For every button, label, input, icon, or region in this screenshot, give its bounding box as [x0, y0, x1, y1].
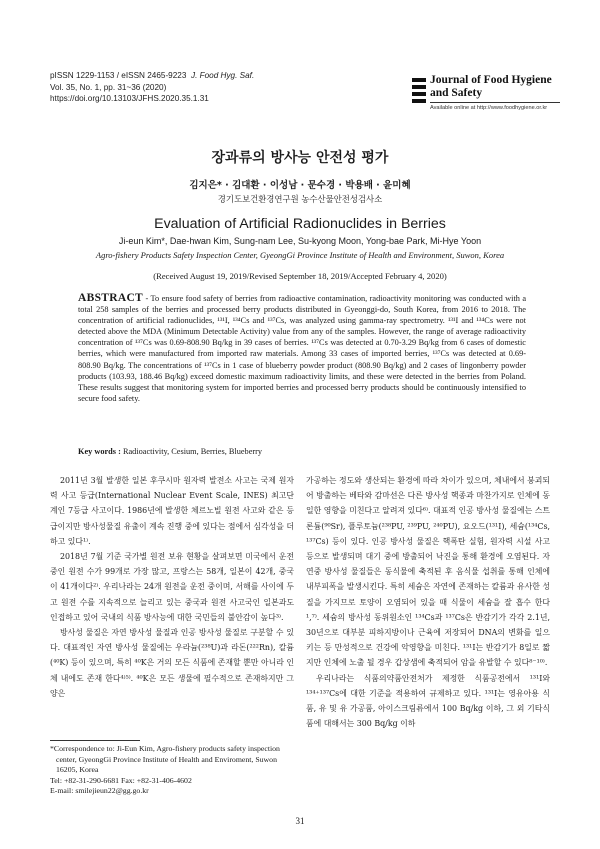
- journal-abbrev: J. Food Hyg. Saf.: [190, 71, 255, 80]
- paragraph: 가공하는 정도와 생산되는 환경에 따라 차이가 있으며, 체내에서 붕괴되어 방출하는 베타와 감마선은 다른 방사성 핵종과 마찬가지로 인체에 동일한 영향을 미친다고 알려져 있다⁶⁾. 대표적 인공 방사성 물질에는 스트론튬(⁹⁰Sr), 플루토늄(²³⁸PU, ²³⁹PU, ²⁴⁰PU), 요오드(¹³¹I), 세슘(¹³⁴Cs, ¹³⁷Cs) 등이 있다. 인공 방사성 물질은 핵폭탄 실험, 원자력 시설 사고 등으로 발생되며 대기 중에 방출되어 낙진을 통해 환경에 오염된다. 자연중 방사성 물질들은 동식물에 축적된 후 음식물 섭취를 통해 인체에 내부피폭을 발생시킨다. 특히 세슘은 자연에 존재하는 칼륨과 유사한 성질을 가지므로 토양이 오염되어 있을 때 식물이 세슘을 잘 흡수 한다¹,⁷⁾. 세슘의 방사성 동위원소인 ¹³⁴Cs과 ¹³⁷Cs은 반감기가 각각 2.1년, 30년으로 대부분 피하지방이나 근육에 저장되어 DNA의 변화를 일으키는 등 만성적으로 건강에 악영향을 미친다. ¹³¹I는 반감기가 8일로 짧지만 인체에 노출 될 경우 갑상샘에 축적되어 암을 유발할 수 있다⁸⁻¹⁰⁾.: [306, 476, 550, 668]
- title-korean: 장과류의 방사능 안전성 평가: [211, 150, 389, 166]
- abstract-text: - To ensure food safety of berries from radioactive contamination, radioactivity monitoring was conducted with a total 258 samples of the berries and processed berry products distributed in Gyeonggi-do, South Korea, from 2016 to 2018. The concentration of artificial radionuclides, ¹³¹I, ¹³⁴Cs and ¹³⁷Cs, was analyzed using gamma-ray spectrometry. ¹³¹I and ¹³⁴Cs were not detected above the MDA (Minimum Detectable Activity) value from any of the samples. However, the range of average radioactivity concentration of ¹³⁷Cs was 0.69-808.90 Bq/kg in 39 cases of berries. ¹³⁷Cs was detected at 0.70-3.29 Bq/kg from 6 cases of domestic berries, which were manufactured from imported raw materials. Among 33 cases of imported berries, ¹³⁷Cs was detected at 0.69-808.90 Bq/kg. The concentrations of ¹³⁷Cs in 1 case of blueberry powder product (808.90 Bq/kg) and 2 cases of lingonberry powder products (103.93, 188.46 Bq/kg) exceed domestic maximum radioactivity limits, and these were detected in the berries from Poland. These results suggest that monitoring system for imported berries and processed berry products should be continuously intensified to secure food safety.: [78, 294, 527, 403]
- journal-name-line2: and Safety: [430, 87, 483, 99]
- article-meta: [50, 70, 254, 105]
- issn: pISSN 1229-1153 / eISSN 2465-9223: [50, 71, 187, 80]
- abstract-heading: ABSTRACT: [78, 292, 144, 304]
- footnote: [50, 744, 296, 797]
- tel-fax: Tel: +82-31-290-6681 Fax: +82-31-406-4602: [50, 775, 192, 785]
- abstract: [78, 293, 526, 404]
- keywords: [78, 447, 526, 456]
- paragraph: 2011년 3월 발생한 일본 후쿠시마 원자력 발전소 사고는 국제 원자력 사고 등급(International Nuclear Event Scale, INES) 최고단계인 7등급 사고이다. 1986년에 발생한 체르노빌 원전 사고와 같은 등급이지만 방사성물질 유출이 계속 진행 중에 있다는 점에서 심각성을 더하고 있다¹⁾.: [50, 476, 294, 546]
- keywords-text: Radioactivity, Cesium, Berries, Blueberry: [122, 447, 263, 456]
- volume-info: Vol. 35, No. 1, pp. 31~36 (2020): [50, 82, 167, 92]
- authors-english: Ji-eun Kim*, Dae-hwan Kim, Sung-nam Lee, Su-kyong Moon, Yong-bae Park, Mi-Hye Yoon: [118, 236, 482, 246]
- body-column-right: [306, 473, 550, 731]
- title-english: Evaluation of Artificial Radionuclides in Berries: [154, 216, 446, 232]
- journal-url[interactable]: Available online at http://www.foodhygiene.or.kr: [430, 105, 548, 111]
- correspondence: *Correspondence to: Ji-Eun Kim, Agro-fishery products safety inspection center, GyeongGi Province Institute of Health and Enviroment, Suwon 16205, Korea: [50, 744, 280, 775]
- page-number: 31: [295, 816, 305, 826]
- footnote-divider: [50, 740, 140, 741]
- paragraph: 2018년 7월 기준 국가별 원전 보유 현황을 살펴보면 미국에서 운전 중인 원전 수가 99개로 가장 많고, 프랑스는 58개, 일본이 42개, 중국이 41개이다²⁾. 우리나라는 24개 원전을 운전 중이며, 서해를 사이에 두고 원전 수를 지속적으로 늘리고 있는 중국과 원전 사고국인 일본과도 인접하고 있어 국내의 식품 방사능에 대한 국민들의 불안감이 높다³⁾.: [50, 552, 294, 622]
- body-column-left: [50, 473, 294, 701]
- journal-divider: [430, 102, 560, 103]
- journal-logo-icon: [412, 78, 426, 104]
- doi-link[interactable]: https://doi.org/10.13103/JFHS.2020.35.1.31: [50, 94, 209, 103]
- email[interactable]: E-mail: smilejieun22@gg.go.kr: [50, 786, 149, 796]
- journal-name: [430, 74, 552, 100]
- received-dates: (Received August 19, 2019/Revised September 18, 2019/Accepted February 4, 2020): [153, 271, 447, 281]
- paragraph: 방사성 물질은 자연 방사성 물질과 인공 방사성 물질로 구분할 수 있다. 대표적인 자연 방사성 물질에는 우라늄(²³⁸U)과 라돈(²²²Rn), 칼륨(⁴⁰K) 등이 있으며, 특히 ⁴⁰K은 거의 모든 식품에 존재할 뿐만 아니라 인체 내에도 존재 한다⁴⁾⁵⁾. ⁴⁰K은 모든 생물에 필수적으로 존재하지만 그 양은: [50, 628, 294, 698]
- affiliation-english: Agro-fishery Products Safety Inspection Center, GyeongGi Province Institute of Health and Environment, Suwon, Korea: [95, 250, 505, 260]
- affiliation-korean: 경기도보건환경연구원 농수산물안전성검사소: [217, 194, 383, 204]
- paragraph: 우리나라는 식품의약품안전처가 제정한 식품공전에서 ¹³¹I와 ¹³⁴⁺¹³⁷Cs에 대한 기준을 적용하여 규제하고 있다. ¹³¹I는 영유아용 식품, 유 및 유 가공품, 아이스크림류에서 100 Bq/kg 이하, 그 외 기타식품에 대해서는 300 Bq/kg 이하: [306, 673, 550, 729]
- journal-name-line1: Journal of Food Hygiene: [430, 74, 552, 86]
- keywords-label: Key words :: [78, 447, 121, 456]
- authors-korean: 김지은* · 김대환 · 이성남 · 문수경 · 박용배 · 윤미혜: [189, 180, 411, 191]
